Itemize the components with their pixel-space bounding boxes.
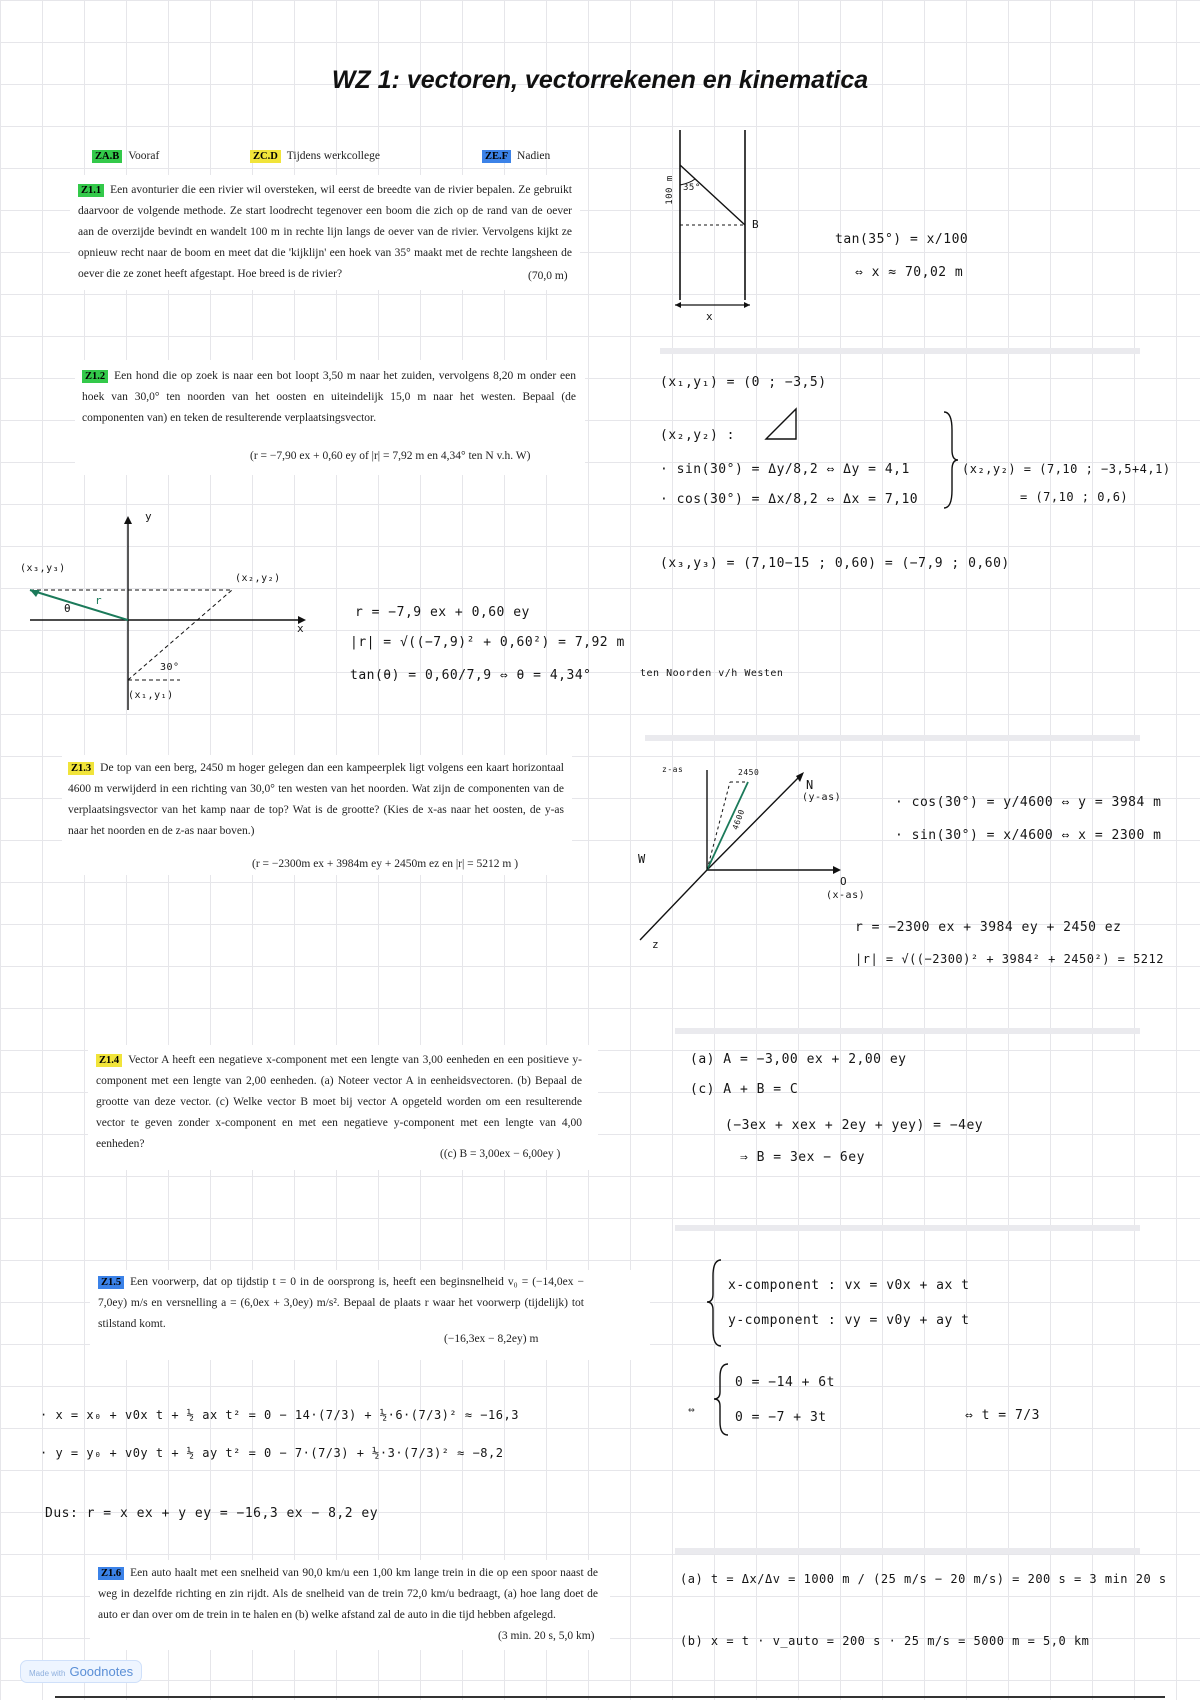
sketch-label-point: B (752, 218, 760, 231)
exercise-tag: Z1.2 (82, 370, 108, 383)
exercise-z1-2-text (82, 366, 576, 429)
exercise-answer: (3 min. 20 s, 5,0 km) (498, 1630, 595, 1642)
work-line: y-component : vy = v0y + ay t (728, 1313, 970, 1328)
exercise-answer: (r = −2300m ex + 3984m ey + 2450m ez en |r| = 5212 m ) (252, 858, 519, 870)
sketch-west: W (638, 852, 646, 866)
work-line: ⇔ t = 7/3 (965, 1408, 1040, 1423)
exercise-tag: Z1.3 (68, 762, 94, 775)
exercise-body: Vector A heeft een negatieve x-component met een lengte van 3,00 eenheden en een positieve y-component met een lengte van 2,00 eenheden. (a) Noteer vector A in eenheidsvectoren. (b) Bepaal de grootte van deze vector. (c) Welke vector B moet bij vector A opgeteld worden om een resulterende vector te geven zonder x-component en met een negatieve y-component met een lengte van 4,00 eenheden? (96, 1054, 582, 1150)
sketch-label-width: x (706, 310, 714, 323)
bottom-rule (55, 1696, 1165, 1698)
sketch-point-2: (x₂,y₂) (235, 573, 281, 584)
watermark-brand: Goodnotes (69, 1664, 134, 1679)
exercise-body: De top van een berg, 2450 m hoger gelegen dan een kampeerplek ligt volgens een kaart horizontaal 4600 m verwijderd in een richting van 30,0° ten westen van het noorden. Wat zijn de componenten van de verplaatsingsvector van het kamp naar de top? Wat is de grootte? (Kies de x-as naar het oosten, de y-as naar het noorden en de z-as naar boven.) (68, 762, 564, 837)
exercise-z1-3-text (68, 758, 564, 842)
sketch-z: z (652, 938, 660, 951)
work-line: (b) x = t · v_auto = 200 s · 25 m/s = 5000 m = 5,0 km (680, 1634, 1090, 1648)
sketch-theta: θ (64, 602, 72, 615)
exercise-z1-5-text (98, 1272, 584, 1335)
legend-tijdens (250, 150, 380, 162)
displacement-sketch (20, 510, 320, 720)
exercise-answer: (70,0 m) (528, 270, 568, 282)
page-title: WZ 1: vectoren, vectorrekenen en kinematica (331, 66, 869, 94)
sketch-length: 4600 (730, 807, 747, 832)
work-line: (−3ex + xex + 2ey + yey) = −4ey (725, 1118, 984, 1133)
sketch-axis-x: x (297, 622, 305, 635)
work-line: · x = x₀ + v0x t + ½ ax t² = 0 − 14·(7/3) + ½·6·(7/3)² ≈ −16,3 (40, 1408, 519, 1422)
work-line: 0 = −7 + 3t (735, 1410, 827, 1425)
work-line: (a) A = −3,00 ex + 2,00 ey (690, 1052, 907, 1067)
work-line: (x₂,y₂) = (7,10 ; −3,5+4,1) (962, 462, 1171, 476)
watermark-prefix: Made with (29, 1669, 66, 1678)
work-line: (c) A + B = C (690, 1082, 799, 1097)
work-line: |r| = √((−2300)² + 3984² + 2450²) = 5212 (855, 952, 1164, 966)
work-line: (x₃,y₃) = (7,10−15 ; 0,60) = (−7,9 ; 0,60) (660, 556, 1010, 571)
legend-vooraf (92, 150, 159, 162)
sketch-north: N (806, 778, 814, 792)
work-line: tan(θ) = 0,60/7,9 ⇔ θ = 4,34° (350, 668, 592, 683)
work-line: |r| = √((−7,9)² + 0,60²) = 7,92 m (350, 635, 625, 650)
work-line: 0 = −14 + 6t (735, 1375, 835, 1390)
sketch-height: 2450 (738, 768, 760, 777)
exercise-z1-4-text (96, 1050, 582, 1155)
work-line: ⇔ x ≈ 70,02 m (855, 265, 964, 280)
exercise-body: Een auto haalt met een snelheid van 90,0 km/u een 1,00 km lange trein in die op een spoor naast de weg in dezelfde richting en zin rijdt. Als de snelheid van de trein 72,0 km/u bedraagt, (a) hoe lang doet de auto er dan over om de trein in te halen en (b) welke afstand zal de auto in die tijd hebben afgelegd. (98, 1567, 598, 1621)
triangle-sketch (762, 405, 812, 445)
exercise-tag: Z1.4 (96, 1054, 122, 1067)
sketch-east: O (840, 875, 848, 888)
work-line: ten Noorden v/h Westen (640, 668, 784, 679)
brace (940, 410, 960, 510)
exercise-z1-1-text (78, 180, 572, 285)
legend-text: Vooraf (128, 150, 160, 162)
river-sketch (665, 125, 785, 325)
exercise-body: Een voorwerp, dat op tijdstip t = 0 in de oorsprong is, heeft een beginsnelheid v₀ = (−14,0ex − 7,0ey) m/s en versnelling a = (6,0ex + 3,0ey) m/s². Bepaal de plaats r waar het voorwerp (tijdelijk) tot stilstand komt. (98, 1276, 584, 1330)
exercise-z1-6-text (98, 1563, 598, 1626)
sketch-angle: 30° (160, 662, 180, 673)
sketch-axis-y: y (145, 510, 153, 523)
divider (675, 1548, 1140, 1554)
legend-text: Tijdens werkcollege (286, 150, 380, 162)
legend-tag: ZE.F (482, 150, 511, 163)
work-line: · cos(30°) = y/4600 ⇔ y = 3984 m (895, 795, 1162, 810)
legend-nadien (482, 150, 550, 162)
sketch-label-angle: 35° (683, 183, 701, 193)
work-line: · sin(30°) = Δy/8,2 ⇔ Δy = 4,1 (660, 462, 910, 477)
exercise-tag: Z1.6 (98, 1567, 124, 1580)
work-line: · sin(30°) = x/4600 ⇔ x = 2300 m (895, 828, 1162, 843)
sketch-point-3: (x₃,y₃) (20, 563, 66, 574)
work-line: Dus: r = x ex + y ey = −16,3 ex − 8,2 ey (45, 1506, 379, 1521)
sketch-top-label: z-as (662, 765, 684, 774)
work-line: = (7,10 ; 0,6) (1020, 490, 1129, 504)
exercise-tag: Z1.1 (78, 184, 104, 197)
work-line: x-component : vx = v0x + ax t (728, 1278, 970, 1293)
mountain-3d-sketch (620, 760, 850, 960)
exercise-answer: ((c) B = 3,00ex − 6,00ey ) (440, 1148, 561, 1160)
goodnotes-watermark (20, 1660, 142, 1683)
work-line: r = −7,9 ex + 0,60 ey (355, 605, 530, 620)
divider (675, 1225, 1140, 1231)
sketch-label-side: 100 m (664, 175, 675, 205)
work-line: ⇒ B = 3ex − 6ey (740, 1150, 865, 1165)
work-line: · y = y₀ + v0y t + ½ ay t² = 0 − 7·(7/3) + ½·3·(7/3)² ≈ −8,2 (40, 1446, 504, 1460)
divider (660, 348, 1140, 354)
work-line: (a) t = Δx/Δv = 1000 m / (25 m/s − 20 m/s) = 200 s = 3 min 20 s (680, 1572, 1167, 1586)
exercise-answer: (r = −7,90 ex + 0,60 ey of |r| = 7,92 m en 4,34° ten N v.h. W) (250, 450, 531, 462)
divider (645, 735, 1140, 741)
exercise-body: Een hond die op zoek is naar een bot loopt 3,50 m naar het zuiden, vervolgens 8,20 m onder een hoek van 30,0° ten noorden van het oosten en uiteindelijk 15,0 m naar het westen. Bepaal (de componenten van) en teken de resulterende verplaatsingsvector. (82, 370, 576, 424)
exercise-answer: (−16,3ex − 8,2ey) m (444, 1333, 539, 1345)
sketch-vector: r (95, 594, 103, 607)
brace (712, 1362, 732, 1437)
legend-tag: ZA.B (92, 150, 122, 163)
brace (705, 1258, 725, 1348)
sketch-point-1: (x₁,y₁) (128, 690, 174, 701)
work-line: tan(35°) = x/100 (835, 232, 969, 247)
work-line: ⇔ (688, 1403, 696, 1416)
exercise-body: Een avonturier die een rivier wil oversteken, wil eerst de breedte van de rivier bepalen. Ze gebruikt daarvoor de volgende methode. Ze start loodrecht tegenover een boom die zich op de rand van de oever aan de overzijde bevindt en wandelt 100 m in rechte lijn langs de oever van de rivier. Vervolgens kijkt ze opnieuw recht naar de boom en meet dat die 'kijklijn' een hoek van 35° maakt met de rechte langsheen de oever die ze zonet heeft afgestapt. Hoe breed is de rivier? (78, 184, 572, 280)
work-line: (x₁,y₁) = (0 ; −3,5) (660, 375, 827, 390)
legend-text: Nadien (517, 150, 551, 162)
work-line: · cos(30°) = Δx/8,2 ⇔ Δx = 7,10 (660, 492, 919, 507)
sketch-north-axis: (y-as) (802, 792, 842, 803)
divider (675, 1028, 1140, 1034)
work-line: (x₂,y₂) : (660, 428, 735, 443)
legend-tag: ZC.D (250, 150, 281, 163)
sketch-east-axis: (x-as) (826, 890, 866, 901)
work-line: r = −2300 ex + 3984 ey + 2450 ez (855, 920, 1122, 935)
exercise-tag: Z1.5 (98, 1276, 124, 1289)
